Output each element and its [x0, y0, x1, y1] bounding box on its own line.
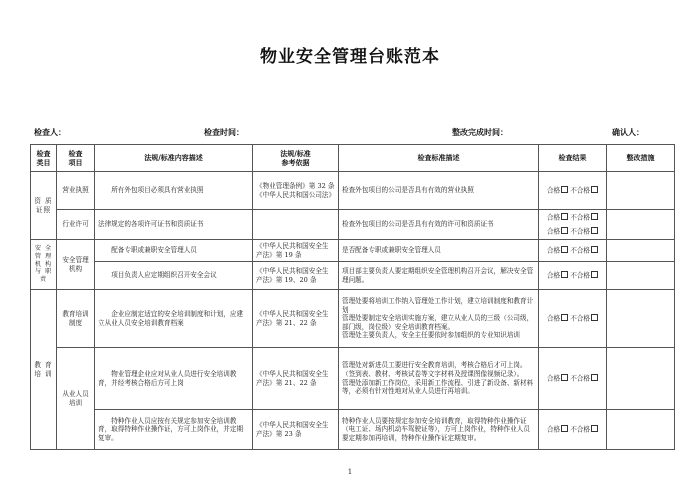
pass-checkbox[interactable] — [561, 271, 568, 278]
item-label: 行业许可 — [57, 210, 95, 240]
table-row — [31, 290, 675, 348]
page-title: 物业安全管理台账范本 — [260, 47, 440, 67]
measure-cell[interactable] — [607, 290, 675, 348]
fail-checkbox[interactable] — [591, 213, 598, 220]
header-item: 检查 项目 — [57, 145, 95, 172]
basis-cell — [253, 210, 339, 240]
header-row — [31, 145, 675, 172]
item-label: 安全管理机构 — [57, 240, 95, 290]
item-label: 营业执照 — [57, 172, 95, 210]
measure-cell[interactable] — [607, 262, 675, 290]
fail-checkbox[interactable] — [591, 271, 598, 278]
pass-checkbox[interactable] — [561, 425, 568, 432]
header-standard: 检查标准描述 — [339, 145, 539, 172]
pass-checkbox[interactable] — [561, 314, 568, 321]
description-cell: 项目负责人应定期组织召开安全会议 — [95, 262, 253, 290]
confirmer-label: 确认人： — [612, 127, 644, 137]
rectify-time-label: 整改完成时间： — [452, 127, 508, 137]
measure-cell[interactable] — [607, 172, 675, 210]
result-cell[interactable]: 合格 不合格 — [539, 172, 607, 210]
category-training: 教 育 培 训 — [31, 290, 57, 450]
header-description: 法规/标准内容描述 — [95, 145, 253, 172]
header-category: 检查 类目 — [31, 145, 57, 172]
pass-checkbox[interactable] — [561, 213, 568, 220]
fail-checkbox[interactable] — [591, 314, 598, 321]
standard-cell: 检查外包项目的公司是否具有有效的许可和资质证书 — [339, 210, 539, 240]
fail-checkbox[interactable] — [591, 186, 598, 193]
table-row — [31, 410, 675, 450]
basis-cell: 《中华人民共和国安全生产法》第 19、20 条 — [253, 262, 339, 290]
standard-cell: 管理处对新进员工要进行安全教育培训，考核合格后才可上岗。（签到表、教材、考核试卷等文字材料及授课图像视频记录）。 管理处添加新工作岗位，采用新工作流程、引进了新设备、新材料等，必须有针对性地对从业人员进行再培训。 — [339, 348, 539, 410]
page-number: 1 — [347, 468, 353, 476]
header-basis: 法规/标准 参考依据 — [253, 145, 339, 172]
description-cell: 特种作业人员应按有关规定参加安全培训教育，取得特种作业操作证，方可上岗作业，并定期复审。 — [95, 410, 253, 450]
basis-cell: 《中华人民共和国安全生产法》第 21、22 条 — [253, 348, 339, 410]
fail-checkbox[interactable] — [591, 425, 598, 432]
item-label: 从业人员 培训 — [57, 348, 95, 450]
table-row — [31, 172, 675, 210]
description-cell: 物业管理企业应对从业人员进行安全培训教育，并经考核合格后方可上岗 — [95, 348, 253, 410]
table-row — [31, 240, 675, 262]
basis-cell: 《中华人民共和国安全生产法》第 23 条 — [253, 410, 339, 450]
pass-checkbox[interactable] — [561, 374, 568, 381]
inspect-time-label: 检查时间： — [204, 127, 244, 137]
standard-cell: 项目部主要负责人要定期组织安全管理机构召开会议，解决安全管理问题。 — [339, 262, 539, 290]
fail-checkbox[interactable] — [591, 374, 598, 381]
table-row — [31, 210, 675, 240]
standard-cell: 是否配备专职或兼职安全管理人员 — [339, 240, 539, 262]
measure-cell[interactable] — [607, 348, 675, 410]
description-cell: 所有外包项目必须具有营业执照 — [95, 172, 253, 210]
pass-checkbox[interactable] — [561, 246, 568, 253]
header-measure: 整改措施 — [607, 145, 675, 172]
result-cell[interactable]: 合格 不合格 — [539, 290, 607, 348]
description-cell: 配备专职或兼职安全管理人员 — [95, 240, 253, 262]
measure-cell[interactable] — [607, 240, 675, 262]
header-result: 检查结果 — [539, 145, 607, 172]
fail-checkbox[interactable] — [591, 227, 598, 234]
table-row — [31, 348, 675, 410]
standard-cell: 检查外包项目的公司是否具有有效的营业执照 — [339, 172, 539, 210]
item-label: 教育培训 制度 — [57, 290, 95, 348]
measure-cell[interactable] — [607, 410, 675, 450]
result-cell[interactable]: 合格 不合格 合格 不合格 — [539, 210, 607, 240]
ledger-table — [30, 144, 675, 450]
basis-cell: 《中华人民共和国安全生产法》第 21、22 条 — [253, 290, 339, 348]
result-cell[interactable]: 合格 不合格 — [539, 262, 607, 290]
standard-cell: 特种作业人员要按规定参加安全培训教育，取得特种作业操作证（电工证、场内机动车驾驶证等），方可上岗作业，特种作业人员要定期参加再培训，特种作业操作证定期复审。 — [339, 410, 539, 450]
result-cell[interactable]: 合格 不合格 — [539, 348, 607, 410]
description-cell: 法律规定的各项许可证书和资质证书 — [95, 210, 253, 240]
measure-cell[interactable] — [607, 210, 675, 240]
basis-cell: 《物业管理条例》第 32 条 《中华人民共和国公司法》 — [253, 172, 339, 210]
result-cell[interactable]: 合格 不合格 — [539, 410, 607, 450]
fail-checkbox[interactable] — [591, 246, 598, 253]
basis-cell: 《中华人民共和国安全生产法》第 19 条 — [253, 240, 339, 262]
description-cell: 企业应制定适宜的安全培训制度和计划，应建立从业人员安全培训教育档案 — [95, 290, 253, 348]
inspector-label: 检查人： — [34, 127, 66, 137]
pass-checkbox[interactable] — [561, 227, 568, 234]
result-cell[interactable]: 合格 不合格 — [539, 240, 607, 262]
pass-checkbox[interactable] — [561, 186, 568, 193]
category-organization: 安 全 管 理 机 构 与 职 责 — [31, 240, 57, 290]
table-row — [31, 262, 675, 290]
standard-cell: 管理处要将培训工作纳入管理处工作计划，建立培训制度和教育计划 管理处要制定安全培训实施方案，建立从业人员的三级（公司级，部门级，岗位级）安全培训教育档案。 管理处主要负责人，安全主任要依时参加组织的专业知识培训 — [339, 290, 539, 348]
category-qualification: 资 质 证照 — [31, 172, 57, 240]
